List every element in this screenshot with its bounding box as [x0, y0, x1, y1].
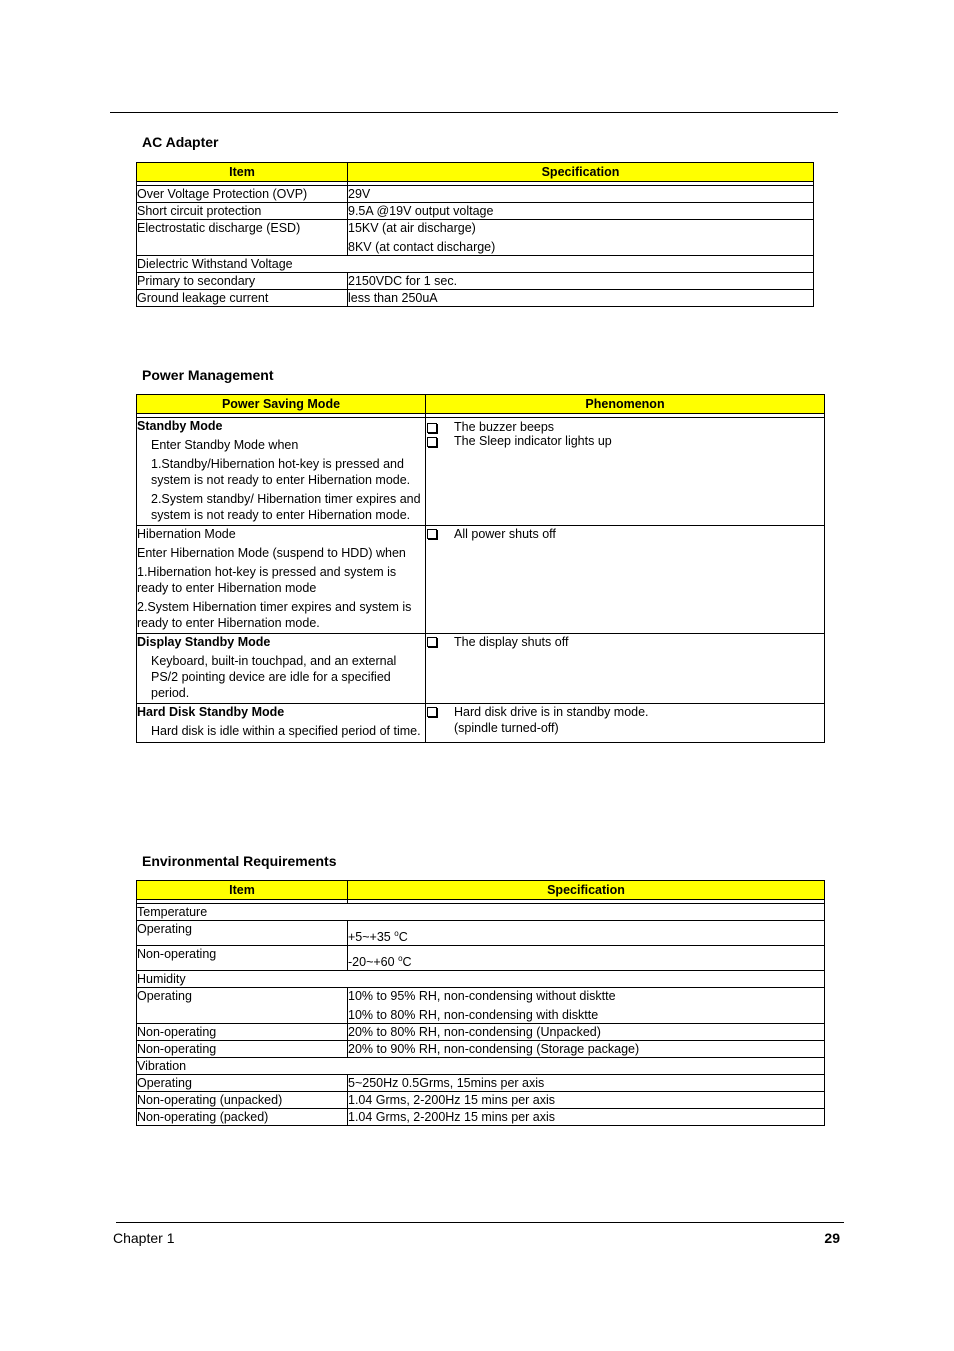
- table-row-standby: [137, 418, 825, 526]
- power-management-table: [136, 394, 825, 743]
- spec-cell: 20% to 80% RH, non-condensing (Unpacked): [348, 1024, 825, 1041]
- mode-condition: 2.System standby/ Hibernation timer expires and system is not ready to enter Hibernation mode.: [151, 492, 421, 522]
- mode-condition: 2.System Hibernation timer expires and system is ready to enter Hibernation mode.: [137, 600, 412, 630]
- phenomenon-cell: [426, 418, 825, 526]
- spec-cell: [348, 988, 825, 1024]
- spec-line: 10% to 95% RH, non-condensing without disktte: [348, 989, 616, 1003]
- spec-cell: 20% to 90% RH, non-condensing (Storage package): [348, 1041, 825, 1058]
- spec-cell: 1.04 Grms, 2-200Hz 15 mins per axis: [348, 1092, 825, 1109]
- column-header-item: Item: [137, 163, 348, 182]
- item-cell: Non-operating (unpacked): [137, 1092, 348, 1109]
- mode-description: Keyboard, built-in touchpad, and an external PS/2 pointing device are idle for a specified period.: [151, 654, 397, 700]
- item-cell: Non-operating: [137, 1041, 348, 1058]
- environmental-table: [136, 880, 825, 1126]
- bullet-item: The buzzer beeps: [426, 420, 824, 434]
- checkbox-bullet-icon: [427, 529, 437, 539]
- table-row: [137, 904, 825, 921]
- spec-cell: +5~+35 $^o$C: [348, 921, 825, 946]
- bullet-item: The display shuts off: [426, 634, 824, 650]
- spec-cell: less than 250uA: [348, 290, 814, 307]
- spec-cell: 9.5A @19V output voltage: [348, 203, 814, 220]
- mode-name: Standby Mode: [137, 419, 223, 433]
- item-cell: Short circuit protection: [137, 203, 348, 220]
- spec-cell: 1.04 Grms, 2-200Hz 15 mins per axis: [348, 1109, 825, 1126]
- item-cell: Ground leakage current: [137, 290, 348, 307]
- table-row: [137, 290, 814, 307]
- item-cell: Over Voltage Protection (OVP): [137, 186, 348, 203]
- table-row: [137, 1075, 825, 1092]
- phenomenon-cell: [426, 526, 825, 634]
- table-row: [137, 971, 825, 988]
- mode-description: Enter Hibernation Mode (suspend to HDD) when: [137, 546, 406, 560]
- mode-condition: 1.Hibernation hot-key is pressed and system is ready to enter Hibernation mode: [137, 565, 397, 595]
- group-label: Humidity: [137, 971, 825, 988]
- spec-line: 15KV (at air discharge): [348, 221, 476, 235]
- table-row: [137, 921, 825, 946]
- table-row: [137, 1092, 825, 1109]
- column-header-item: Item: [137, 881, 348, 900]
- checkbox-bullet-icon: [427, 437, 437, 447]
- spec-line: 8KV (at contact discharge): [348, 240, 496, 254]
- mode-cell: [137, 526, 426, 634]
- mode-cell: [137, 418, 426, 526]
- table-row-hdd-standby: [137, 704, 825, 743]
- table-row: [137, 220, 814, 256]
- mode-description: Hard disk is idle within a specified period of time.: [151, 724, 421, 738]
- footer-page-number: 29: [824, 1230, 840, 1246]
- checkbox-bullet-icon: [427, 637, 437, 647]
- ac-adapter-table: [136, 162, 814, 307]
- spec-cell: 29V: [348, 186, 814, 203]
- table-row: [137, 273, 814, 290]
- mode-condition: 1.Standby/Hibernation hot-key is pressed and system is not ready to enter Hibernation mode.: [151, 457, 411, 487]
- mode-name: Hard Disk Standby Mode: [137, 705, 285, 719]
- bullet-item: The Sleep indicator lights up: [426, 434, 824, 448]
- item-cell: Non-operating (packed): [137, 1109, 348, 1126]
- item-cell: Operating: [137, 988, 348, 1024]
- bullet-item: All power shuts off: [426, 526, 824, 542]
- item-cell: Operating: [137, 1075, 348, 1092]
- spec-cell: 2150VDC for 1 sec.: [348, 273, 814, 290]
- bullet-item: Hard disk drive is in standby mode. (spindle turned-off): [426, 704, 824, 736]
- column-header-power-saving-mode: Power Saving Mode: [137, 395, 426, 414]
- table-row: [137, 1041, 825, 1058]
- item-cell: Operating: [137, 921, 348, 946]
- mode-cell: [137, 634, 426, 704]
- spec-line: 10% to 80% RH, non-condensing with disktte: [348, 1008, 599, 1022]
- table-row: [137, 256, 814, 273]
- checkbox-bullet-icon: [427, 707, 437, 717]
- item-cell: Primary to secondary: [137, 273, 348, 290]
- column-header-specification: Specification: [348, 163, 814, 182]
- column-header-specification: Specification: [348, 881, 825, 900]
- power-management-title: Power Management: [142, 367, 274, 383]
- phenomenon-cell: [426, 634, 825, 704]
- table-row: [137, 1058, 825, 1075]
- table-row: [137, 988, 825, 1024]
- item-cell: Non-operating: [137, 946, 348, 971]
- mode-name: Display Standby Mode: [137, 635, 271, 649]
- table-row: [137, 946, 825, 971]
- header-rule: [110, 112, 838, 113]
- table-row: [137, 1024, 825, 1041]
- table-row: [137, 186, 814, 203]
- footer-rule: [116, 1222, 844, 1223]
- table-row-hibernation: [137, 526, 825, 634]
- spec-cell: [348, 220, 814, 256]
- mode-description: Enter Standby Mode when: [151, 438, 299, 452]
- item-cell: Dielectric Withstand Voltage: [137, 256, 814, 273]
- group-label: Vibration: [137, 1058, 825, 1075]
- item-cell: Non-operating: [137, 1024, 348, 1041]
- group-label: Temperature: [137, 904, 825, 921]
- spec-cell: 5~250Hz 0.5Grms, 15mins per axis: [348, 1075, 825, 1092]
- mode-name: Hibernation Mode: [137, 527, 236, 541]
- table-row: [137, 203, 814, 220]
- table-row-display-standby: [137, 634, 825, 704]
- environmental-requirements-title: Environmental Requirements: [142, 853, 337, 869]
- column-header-phenomenon: Phenomenon: [426, 395, 825, 414]
- table-row: [137, 1109, 825, 1126]
- checkbox-bullet-icon: [427, 423, 437, 433]
- item-cell: Electrostatic discharge (ESD): [137, 220, 348, 256]
- footer-chapter: Chapter 1: [113, 1230, 175, 1246]
- ac-adapter-title: AC Adapter: [142, 134, 219, 150]
- phenomenon-cell: [426, 704, 825, 743]
- spec-cell: -20~+60 $^o$C: [348, 946, 825, 971]
- mode-cell: [137, 704, 426, 743]
